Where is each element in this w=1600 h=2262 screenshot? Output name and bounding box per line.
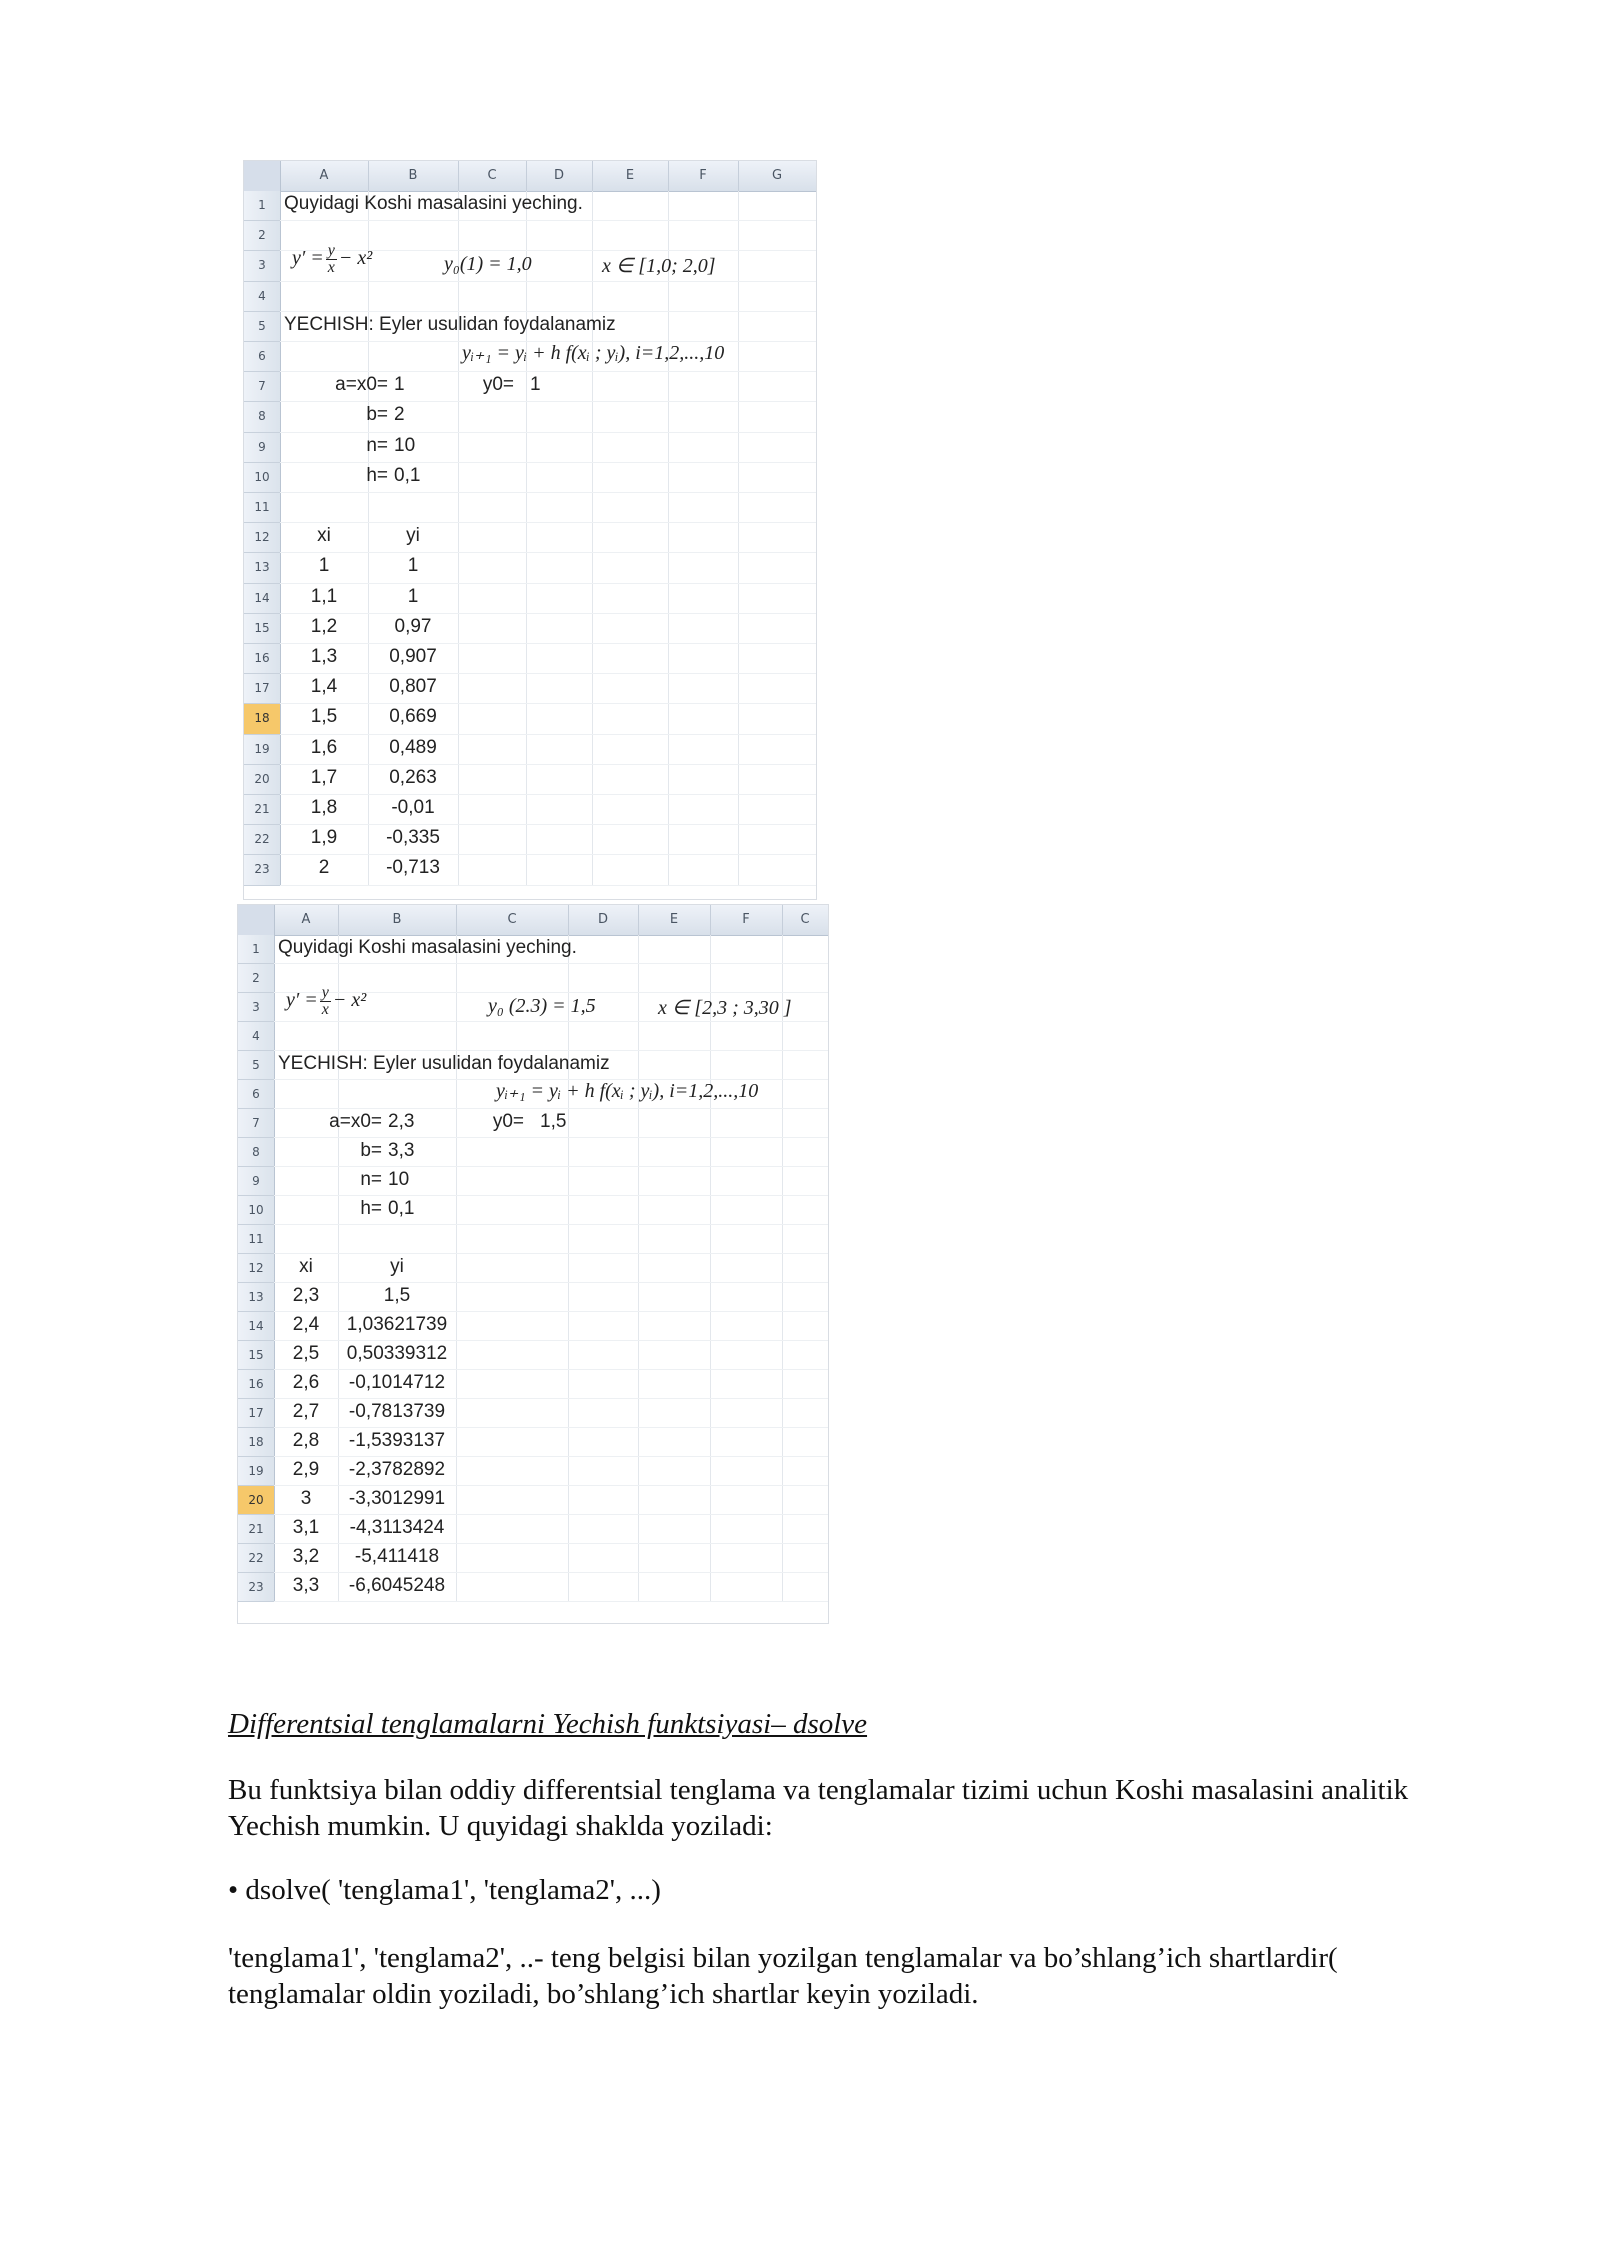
grid-line xyxy=(458,191,459,886)
grid-line xyxy=(526,191,527,886)
yi-value: 0,807 xyxy=(389,676,437,698)
fraction-numerator: y xyxy=(321,984,329,1001)
grid-line xyxy=(280,432,816,433)
column-header[interactable]: G xyxy=(738,161,817,191)
xi-value: 2,3 xyxy=(292,1285,320,1306)
euler-formula: yᵢ₊₁ = yᵢ + h f(xᵢ ; yᵢ), i=1,2,...,10 xyxy=(496,1080,759,1102)
grid-line xyxy=(456,935,457,1602)
n-value: 10 xyxy=(388,1169,410,1190)
grid-line xyxy=(280,371,816,372)
column-header[interactable]: C xyxy=(782,905,829,935)
xi-value: 2,4 xyxy=(292,1314,320,1335)
grid-line xyxy=(274,1195,828,1196)
row-header[interactable]: 18 xyxy=(238,1428,275,1457)
grid-line xyxy=(274,1340,828,1341)
grid-line xyxy=(274,1485,828,1486)
sheet-title: Quyidagi Koshi masalasini yeching. xyxy=(284,193,583,214)
grid-line xyxy=(280,824,816,825)
grid-line xyxy=(274,1543,828,1544)
xi-value: 1,2 xyxy=(310,615,338,637)
formula-rest: − x² xyxy=(332,989,367,1012)
grid-line xyxy=(274,1253,828,1254)
xi-value: 1,7 xyxy=(310,766,338,788)
grid-line xyxy=(280,401,816,402)
fraction-numerator: y xyxy=(327,242,335,260)
solution-label: YECHISH: Eyler usulidan foydalanamiz xyxy=(284,313,616,335)
yi-value: -2,3782892 xyxy=(348,1459,446,1480)
grid-line xyxy=(280,673,816,674)
grid-line xyxy=(668,191,669,886)
bullet-dsolve-syntax: • dsolve( 'tenglama1', 'tenglama2', ...) xyxy=(228,1874,661,1906)
xi-value: 1,1 xyxy=(310,585,338,607)
grid-line xyxy=(592,191,593,886)
grid-line xyxy=(274,1282,828,1283)
row-header[interactable]: 16 xyxy=(244,644,281,674)
yi-value: 0,669 xyxy=(389,706,437,728)
grid-line xyxy=(274,1369,828,1370)
y0-value: 1 xyxy=(530,374,541,396)
b-label: b= xyxy=(366,404,388,426)
row-header[interactable]: 11 xyxy=(244,493,281,523)
xi-value: 1,6 xyxy=(310,736,338,758)
xi-value: 3 xyxy=(300,1488,312,1509)
b-value: 3,3 xyxy=(388,1140,415,1161)
grid-line xyxy=(280,462,816,463)
row-header[interactable]: 15 xyxy=(244,614,281,644)
row-header[interactable]: 13 xyxy=(244,553,281,583)
a-value: 1 xyxy=(394,374,405,396)
grid-line xyxy=(280,643,816,644)
column-header[interactable]: F xyxy=(710,905,783,935)
xi-value: 3,3 xyxy=(292,1575,320,1596)
row-header[interactable]: 17 xyxy=(238,1399,275,1428)
sheet-title: Quyidagi Koshi masalasini yeching. xyxy=(278,937,577,958)
column-header[interactable]: A xyxy=(280,161,369,191)
row-header[interactable]: 5 xyxy=(238,1051,275,1080)
column-header[interactable]: C xyxy=(458,161,527,191)
a-label: a=x0= xyxy=(335,374,388,396)
yi-value: 0,263 xyxy=(389,766,437,788)
yi-value: -3,3012991 xyxy=(348,1488,446,1509)
column-header[interactable]: D xyxy=(568,905,639,935)
h-label: h= xyxy=(360,1198,382,1219)
grid-line xyxy=(274,1166,828,1167)
formula-lhs: y′ = xyxy=(286,989,318,1012)
row-header[interactable]: 23 xyxy=(244,855,281,885)
ode-formula xyxy=(286,985,366,1018)
column-header[interactable]: F xyxy=(668,161,739,191)
row-header[interactable]: 18 xyxy=(244,704,281,734)
grid-line xyxy=(274,1311,828,1312)
row-header[interactable]: 20 xyxy=(244,765,281,795)
grid-line xyxy=(274,1427,828,1428)
row-header[interactable]: 4 xyxy=(244,282,281,312)
grid-line xyxy=(280,794,816,795)
grid-line xyxy=(274,1601,828,1602)
select-all-corner[interactable] xyxy=(244,161,281,191)
grid-line xyxy=(280,613,816,614)
yi-column-header: yi xyxy=(390,1256,404,1277)
grid-line xyxy=(274,1572,828,1573)
fraction-denominator: x xyxy=(321,1001,329,1018)
yi-value: -0,1014712 xyxy=(348,1372,446,1393)
column-header[interactable]: A xyxy=(274,905,339,935)
yi-value: 1,03621739 xyxy=(346,1314,448,1335)
yi-value: 1,5 xyxy=(383,1285,411,1306)
select-all-corner[interactable] xyxy=(238,905,275,935)
ode-formula xyxy=(292,243,372,276)
formula-rest: − x² xyxy=(338,247,373,270)
row-header[interactable]: 17 xyxy=(244,674,281,704)
yi-value: -6,6045248 xyxy=(348,1575,446,1596)
row-header[interactable]: 9 xyxy=(238,1167,275,1196)
yi-value: 0,50339312 xyxy=(346,1343,448,1364)
interval: x ∈ [2,3 ; 3,30 ] xyxy=(658,997,792,1019)
yi-value: 0,907 xyxy=(389,646,437,667)
row-header[interactable]: 19 xyxy=(244,735,281,765)
n-label: n= xyxy=(360,1169,382,1190)
row-header[interactable]: 8 xyxy=(238,1138,275,1167)
row-header[interactable]: 10 xyxy=(238,1196,275,1225)
column-header[interactable]: C xyxy=(456,905,569,935)
spreadsheet-screenshot-2 xyxy=(237,904,829,1624)
row-header[interactable]: 1 xyxy=(244,191,281,221)
yi-value: -0,335 xyxy=(386,827,440,849)
row-header[interactable]: 23 xyxy=(238,1573,275,1602)
xi-value: 1,9 xyxy=(310,827,338,849)
n-label: n= xyxy=(366,434,388,456)
grid-line xyxy=(710,935,711,1602)
row-header[interactable]: 10 xyxy=(244,463,281,493)
xi-value: 1,5 xyxy=(310,706,338,728)
fraction-denominator: x xyxy=(327,259,335,277)
row-header[interactable]: 22 xyxy=(238,1544,275,1573)
grid-line xyxy=(782,935,783,1602)
xi-column-header: xi xyxy=(299,1256,313,1277)
h-value: 0,1 xyxy=(394,464,421,486)
xi-value: 3,1 xyxy=(292,1517,320,1538)
row-header[interactable]: 12 xyxy=(238,1254,275,1283)
xi-value: 2,6 xyxy=(292,1372,320,1393)
row-header[interactable]: 22 xyxy=(244,825,281,855)
xi-column-header: xi xyxy=(317,525,331,547)
interval: x ∈ [1,0; 2,0] xyxy=(602,255,716,278)
xi-value: 2,5 xyxy=(292,1343,320,1364)
row-header[interactable]: 12 xyxy=(244,523,281,553)
a-value: 2,3 xyxy=(388,1111,415,1132)
row-header[interactable]: 21 xyxy=(238,1515,275,1544)
xi-value: 1 xyxy=(318,555,330,577)
grid-line xyxy=(280,492,816,493)
b-value: 2 xyxy=(394,404,405,426)
yi-value: 0,489 xyxy=(389,736,437,758)
y0-label: y0= xyxy=(492,1111,524,1132)
yi-value: 1 xyxy=(407,585,419,607)
yi-value: -1,5393137 xyxy=(348,1430,446,1451)
xi-value: 2,8 xyxy=(292,1430,320,1451)
grid-line xyxy=(280,885,816,886)
xi-value: 1,8 xyxy=(310,797,338,818)
column-header[interactable]: E xyxy=(592,161,669,191)
grid-line xyxy=(274,1050,828,1051)
column-header[interactable]: B xyxy=(338,905,457,935)
row-header[interactable]: 14 xyxy=(238,1312,275,1341)
row-header[interactable]: 11 xyxy=(238,1225,275,1254)
grid-line xyxy=(280,220,816,221)
column-header[interactable]: D xyxy=(526,161,593,191)
grid-line xyxy=(274,963,828,964)
grid-line xyxy=(274,1456,828,1457)
grid-line xyxy=(280,552,816,553)
row-header[interactable]: 1 xyxy=(238,935,275,964)
h-value: 0,1 xyxy=(388,1198,415,1219)
row-header[interactable]: 3 xyxy=(244,251,281,281)
yi-value: 0,97 xyxy=(394,615,432,637)
xi-value: 1,3 xyxy=(310,646,338,667)
formula-fraction xyxy=(320,985,331,1018)
row-header[interactable]: 21 xyxy=(244,795,281,825)
row-header[interactable]: 6 xyxy=(244,342,281,372)
grid-line xyxy=(280,583,816,584)
xi-value: 2,7 xyxy=(292,1401,320,1422)
formula-lhs: y′ = xyxy=(292,247,324,270)
paragraph-arguments: 'tenglama1', 'tenglama2', ..- teng belgisi bilan yozilgan tenglamalar va bo’shlang’ich shartlardir( tenglamalar oldin yoziladi, bo’shlang’ich shartlar keyin yoziladi. xyxy=(228,1942,1338,2010)
yi-value: -0,7813739 xyxy=(348,1401,446,1422)
grid-line xyxy=(816,191,817,886)
yi-value: -5,411418 xyxy=(354,1546,440,1567)
row-header[interactable]: 2 xyxy=(244,221,281,251)
row-header[interactable]: 7 xyxy=(238,1109,275,1138)
initial-condition: y₀ (2.3) = 1,5 xyxy=(488,995,596,1017)
row-header[interactable]: 19 xyxy=(238,1457,275,1486)
row-header[interactable]: 13 xyxy=(238,1283,275,1312)
grid-line xyxy=(274,1021,828,1022)
grid-line xyxy=(280,854,816,855)
grid-line xyxy=(274,1108,828,1109)
grid-line xyxy=(274,1137,828,1138)
row-header[interactable]: 3 xyxy=(238,993,275,1022)
yi-value: -0,713 xyxy=(386,857,440,879)
euler-formula: yᵢ₊₁ = yᵢ + h f(xᵢ ; yᵢ), i=1,2,...,10 xyxy=(462,342,725,364)
yi-value: -0,01 xyxy=(391,797,435,818)
grid-line xyxy=(280,281,816,282)
column-header[interactable]: B xyxy=(368,161,459,191)
grid-line xyxy=(280,522,816,523)
formula-fraction xyxy=(326,243,337,276)
grid-line xyxy=(274,1514,828,1515)
row-header[interactable]: 9 xyxy=(244,433,281,463)
grid-line xyxy=(280,703,816,704)
section-heading: Differentsial tenglamalarni Yechish funktsiyasi– dsolve xyxy=(228,1708,868,1740)
row-header[interactable]: 2 xyxy=(238,964,275,993)
grid-line xyxy=(274,1398,828,1399)
y0-label: y0= xyxy=(482,374,514,396)
row-header[interactable]: 20 xyxy=(238,1486,275,1515)
spreadsheet-screenshot-1 xyxy=(243,160,817,900)
grid-line xyxy=(280,734,816,735)
grid-line xyxy=(568,935,569,1602)
row-header[interactable]: 16 xyxy=(238,1370,275,1399)
row-header[interactable]: 15 xyxy=(238,1341,275,1370)
row-header[interactable]: 14 xyxy=(244,584,281,614)
grid-line xyxy=(280,764,816,765)
initial-condition: y₀(1) = 1,0 xyxy=(444,253,532,276)
yi-value: 1 xyxy=(407,555,419,577)
row-header[interactable]: 5 xyxy=(244,312,281,342)
row-header[interactable]: 4 xyxy=(238,1022,275,1051)
row-header[interactable]: 7 xyxy=(244,372,281,402)
xi-value: 2,9 xyxy=(292,1459,320,1480)
b-label: b= xyxy=(360,1140,382,1161)
grid-line xyxy=(280,311,816,312)
yi-value: -4,3113424 xyxy=(349,1517,445,1538)
a-label: a=x0= xyxy=(329,1111,382,1132)
h-label: h= xyxy=(366,464,388,486)
yi-column-header: yi xyxy=(406,525,420,547)
grid-line xyxy=(738,191,739,886)
grid-line xyxy=(274,1224,828,1225)
row-header[interactable]: 6 xyxy=(238,1080,275,1109)
row-header[interactable]: 8 xyxy=(244,402,281,432)
xi-value: 3,2 xyxy=(292,1546,320,1567)
xi-value: 1,4 xyxy=(310,676,338,698)
grid-line xyxy=(638,935,639,1602)
xi-value: 2 xyxy=(318,857,330,879)
grid-line xyxy=(828,935,829,1602)
n-value: 10 xyxy=(394,434,416,456)
column-header[interactable]: E xyxy=(638,905,711,935)
y0-value: 1,5 xyxy=(540,1111,567,1132)
solution-label: YECHISH: Eyler usulidan foydalanamiz xyxy=(278,1053,610,1074)
paragraph-intro: Bu funktsiya bilan oddiy differentsial tenglama va tenglamalar tizimi uchun Koshi masalasini analitik Yechish mumkin. U quyidagi shaklda yoziladi: xyxy=(228,1774,1409,1842)
